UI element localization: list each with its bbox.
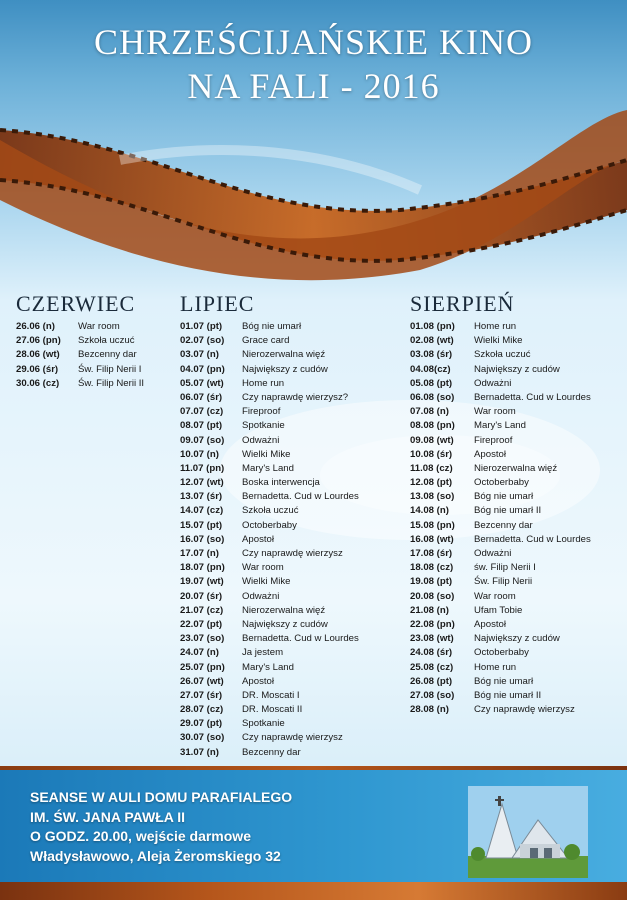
screening-date: 02.08 (wt) — [410, 335, 454, 347]
screening-date: 14.07 (cz) — [180, 505, 224, 517]
screening-title: Home run — [474, 661, 517, 673]
screening-row — [410, 547, 591, 561]
screening-row — [180, 448, 359, 462]
screening-date: 21.07 (cz) — [180, 604, 224, 616]
screening-row — [410, 689, 591, 703]
screening-title: Szkoła uczuć — [78, 335, 135, 347]
venue-line-4: Władysławowo, Aleja Żeromskiego 32 — [30, 847, 281, 864]
screening-title: Ufam Tobie — [474, 604, 523, 616]
church-photo-illustration — [468, 786, 588, 878]
screening-row — [180, 675, 359, 689]
screening-title: Apostoł — [242, 533, 274, 545]
screening-date: 02.07 (so) — [180, 335, 225, 347]
screening-row — [410, 363, 591, 377]
screening-date: 06.08 (so) — [410, 391, 455, 403]
screening-date: 08.08 (pn) — [410, 420, 455, 432]
screening-row — [180, 334, 359, 348]
screening-row — [180, 462, 359, 476]
screening-date: 16.07 (so) — [180, 533, 225, 545]
screening-row — [410, 519, 591, 533]
screening-date: 24.08 (śr) — [410, 647, 453, 659]
screening-title: Octoberbaby — [474, 477, 529, 489]
screening-title: DR. Moscati II — [242, 704, 303, 716]
screening-row — [180, 703, 359, 717]
screening-date: 10.07 (n) — [180, 448, 219, 460]
screening-date: 05.07 (wt) — [180, 377, 224, 389]
screening-date: 18.07 (pn) — [180, 562, 225, 574]
screening-date: 21.08 (n) — [410, 604, 449, 616]
screening-date: 22.08 (pn) — [410, 618, 455, 630]
screening-date: 09.08 (wt) — [410, 434, 454, 446]
screening-row — [410, 504, 591, 518]
screening-row — [410, 448, 591, 462]
screening-row — [410, 703, 591, 717]
screening-row — [16, 363, 144, 377]
screening-title: Bernadetta. Cud w Lourdes — [242, 491, 359, 503]
venue-info — [30, 788, 292, 866]
screening-title: Największy z cudów — [474, 633, 560, 645]
screening-date: 18.08 (cz) — [410, 562, 454, 574]
screening-date: 19.07 (wt) — [180, 576, 224, 588]
screening-title: Bóg nie umarł II — [474, 505, 542, 517]
screening-date: 26.06 (n) — [16, 321, 55, 332]
screening-title: Odważni — [474, 548, 512, 559]
screening-date: 20.08 (so) — [410, 590, 455, 602]
screening-date: 29.07 (pt) — [180, 718, 223, 730]
screening-row — [180, 689, 359, 703]
screening-title: Wielki Mike — [242, 448, 291, 460]
screening-list — [16, 320, 144, 391]
screening-date: 30.07 (so) — [180, 732, 225, 744]
screening-title: Wielki Mike — [242, 576, 291, 588]
screening-date: 28.07 (cz) — [180, 704, 224, 716]
screening-date: 27.08 (so) — [410, 689, 455, 701]
screening-row — [410, 575, 591, 589]
screening-row — [180, 547, 359, 561]
screening-row — [410, 561, 591, 575]
screening-title: War room — [242, 562, 284, 574]
month-column-july — [180, 292, 359, 760]
screening-row — [410, 632, 591, 646]
screening-row — [410, 405, 591, 419]
screening-date: 09.07 (so) — [180, 434, 225, 446]
screening-title: Odważni — [242, 590, 280, 602]
screening-date: 12.07 (wt) — [180, 477, 224, 489]
screening-title: War room — [78, 321, 120, 332]
screening-title: Szkoła uczuć — [474, 349, 531, 361]
screening-date: 11.07 (pn) — [180, 462, 225, 474]
screening-date: 08.07 (pt) — [180, 420, 223, 432]
screening-date: 16.08 (wt) — [410, 533, 454, 545]
screening-title: Fireproof — [242, 406, 281, 418]
screening-row — [180, 604, 359, 618]
screening-date: 03.08 (śr) — [410, 349, 453, 361]
screening-row — [180, 348, 359, 362]
screening-row — [410, 320, 591, 334]
screening-date: 30.06 (cz) — [16, 377, 60, 389]
screening-date: 20.07 (śr) — [180, 590, 223, 602]
screening-row — [180, 363, 359, 377]
screening-date: 15.08 (pn) — [410, 519, 455, 531]
screening-date: 26.07 (wt) — [180, 675, 224, 687]
screening-title: Grace card — [242, 335, 290, 347]
screening-row — [180, 391, 359, 405]
screening-title: Bóg nie umarł — [242, 321, 302, 332]
screening-title: Czy naprawdę wierzysz — [242, 548, 343, 559]
screening-title: Ja jestem — [242, 647, 284, 659]
screening-date: 01.08 (pn) — [410, 321, 455, 332]
screening-row — [410, 419, 591, 433]
screening-row — [180, 405, 359, 419]
venue-line-3: O GODZ. 20.00, wejście darmowe — [30, 828, 251, 844]
screening-title: Odważni — [242, 434, 280, 446]
screening-row — [180, 419, 359, 433]
screening-date: 12.08 (pt) — [410, 477, 453, 489]
footer-film-border-bottom — [0, 882, 627, 900]
screening-list — [410, 320, 591, 717]
screening-title: Bezcenny dar — [242, 746, 301, 758]
screening-row — [410, 618, 591, 632]
screening-row — [410, 604, 591, 618]
screening-row — [16, 377, 144, 391]
screening-title: Apostoł — [474, 618, 506, 630]
screening-row — [180, 434, 359, 448]
page-title-line-1: CHRZEŚCIJAŃSKIE KINO — [93, 22, 533, 62]
screening-title: Home run — [242, 377, 285, 389]
screening-date: 29.06 (śr) — [16, 363, 59, 375]
film-strip-graphic — [0, 100, 627, 290]
screening-row — [180, 731, 359, 745]
screening-row — [180, 320, 359, 334]
screening-title: Octoberbaby — [474, 647, 529, 659]
screening-row — [410, 348, 591, 362]
screening-title: Bóg nie umarł — [474, 675, 534, 687]
screening-title: Św. Filip Nerii II — [78, 377, 145, 389]
screening-title: Największy z cudów — [474, 363, 560, 375]
screening-row — [410, 391, 591, 405]
screening-row — [410, 675, 591, 689]
month-heading: CZERWIEC — [16, 291, 136, 316]
screening-title: Największy z cudów — [242, 618, 328, 630]
month-column-august — [410, 292, 591, 717]
screening-date: 25.08 (cz) — [410, 661, 454, 673]
screening-title: Św. Filip Nerii — [474, 576, 533, 588]
screening-title: Szkoła uczuć — [242, 505, 299, 517]
screening-title: Mary's Land — [474, 420, 526, 432]
screening-date: 25.07 (pn) — [180, 661, 225, 673]
page-title-line-2: NA FALI - 2016 — [187, 66, 440, 106]
screening-date: 13.08 (so) — [410, 491, 455, 503]
screening-date: 07.08 (n) — [410, 406, 449, 418]
month-heading: LIPIEC — [180, 291, 255, 316]
screening-title: Fireproof — [474, 434, 513, 446]
screening-row — [410, 476, 591, 490]
screening-title: Odważni — [474, 377, 512, 389]
screening-title: Największy z cudów — [242, 363, 328, 375]
screening-date: 28.06 (wt) — [16, 349, 60, 361]
screening-row — [180, 561, 359, 575]
screening-date: 22.07 (pt) — [180, 618, 223, 630]
screening-row — [410, 377, 591, 391]
screening-row — [16, 334, 144, 348]
screening-title: Bezcenny dar — [474, 519, 533, 531]
screening-title: Home run — [474, 321, 517, 332]
screening-row — [410, 533, 591, 547]
screening-date: 17.08 (śr) — [410, 548, 453, 559]
screening-date: 13.07 (śr) — [180, 491, 223, 503]
screening-date: 10.08 (śr) — [410, 448, 453, 460]
screening-title: Bóg nie umarł — [474, 491, 534, 503]
screening-row — [180, 575, 359, 589]
screening-date: 11.08 (cz) — [410, 462, 453, 474]
screening-title: Apostoł — [242, 675, 274, 687]
screening-title: Octoberbaby — [242, 519, 297, 531]
venue-line-1: SEANSE W AULI DOMU PARAFIALEGO — [30, 789, 293, 805]
screening-row — [180, 504, 359, 518]
screening-date: 28.08 (n) — [410, 704, 449, 716]
screening-row — [180, 618, 359, 632]
screening-title: Boska interwencja — [242, 477, 320, 489]
screening-title: DR. Moscati I — [242, 689, 300, 701]
screening-date: 14.08 (n) — [410, 505, 449, 517]
screening-date: 31.07 (n) — [180, 746, 219, 758]
screening-title: Mary's Land — [242, 462, 294, 474]
screening-title: Mary's Land — [242, 661, 294, 673]
screening-row — [180, 590, 359, 604]
screening-row — [180, 377, 359, 391]
screening-row — [410, 462, 591, 476]
screening-title: Św. Filip Nerii I — [78, 363, 142, 375]
screening-date: 23.08 (wt) — [410, 633, 454, 645]
screening-date: 17.07 (n) — [180, 548, 219, 559]
venue-line-2: IM. ŚW. JANA PAWŁA II — [30, 808, 186, 825]
screening-row — [410, 334, 591, 348]
screening-row — [410, 646, 591, 660]
screening-title: Bernadetta. Cud w Lourdes — [242, 633, 359, 645]
screening-title: Wielki Mike — [474, 335, 523, 347]
screening-row — [180, 490, 359, 504]
screening-title: Nierozerwalna więź — [242, 349, 326, 361]
screening-row — [180, 717, 359, 731]
screening-date: 27.06 (pn) — [16, 335, 61, 347]
screening-date: 24.07 (n) — [180, 647, 219, 659]
screening-date: 15.07 (pt) — [180, 519, 223, 531]
screening-date: 07.07 (cz) — [180, 406, 224, 418]
screening-row — [410, 590, 591, 604]
screening-title: Spotkanie — [242, 420, 285, 432]
screening-row — [410, 661, 591, 675]
screening-title: Czy naprawdę wierzysz — [242, 732, 343, 744]
screening-title: Bernadetta. Cud w Lourdes — [474, 391, 591, 403]
screening-row — [180, 519, 359, 533]
screening-date: 01.07 (pt) — [180, 321, 223, 332]
screening-row — [180, 533, 359, 547]
screening-row — [180, 746, 359, 760]
screening-title: Apostoł — [474, 448, 506, 460]
screening-row — [180, 661, 359, 675]
screening-row — [16, 348, 144, 362]
screening-date: 04.08(cz) — [410, 363, 451, 375]
screening-date: 27.07 (śr) — [180, 689, 223, 701]
screening-row — [180, 476, 359, 490]
screening-title: Czy naprawdę wierzysz? — [242, 391, 349, 403]
screening-date: 04.07 (pn) — [180, 363, 225, 375]
screening-date: 19.08 (pt) — [410, 576, 453, 588]
screening-title: św. Filip Nerii I — [474, 562, 536, 574]
screening-title: Bezcenny dar — [78, 349, 137, 361]
screening-title: Bóg nie umarł II — [474, 689, 542, 701]
screening-row — [180, 646, 359, 660]
screening-row — [410, 434, 591, 448]
screening-list — [180, 320, 359, 760]
screening-title: War room — [474, 590, 516, 602]
month-heading: SIERPIEŃ — [410, 291, 515, 316]
month-column-june — [16, 292, 144, 391]
screening-title: Spotkanie — [242, 718, 285, 730]
screening-date: 23.07 (so) — [180, 633, 225, 645]
screening-row — [16, 320, 144, 334]
screening-row — [180, 632, 359, 646]
screening-date: 03.07 (n) — [180, 349, 219, 361]
screening-row — [410, 490, 591, 504]
screening-date: 06.07 (śr) — [180, 391, 223, 403]
screening-title: Nierozerwalna więź — [242, 604, 326, 616]
screening-date: 05.08 (pt) — [410, 377, 453, 389]
screening-title: Nierozerwalna więź — [474, 462, 558, 474]
screening-title: Czy naprawdę wierzysz — [474, 704, 575, 716]
screening-date: 26.08 (pt) — [410, 675, 453, 687]
screening-title: War room — [474, 406, 516, 418]
screening-title: Bernadetta. Cud w Lourdes — [474, 533, 591, 545]
